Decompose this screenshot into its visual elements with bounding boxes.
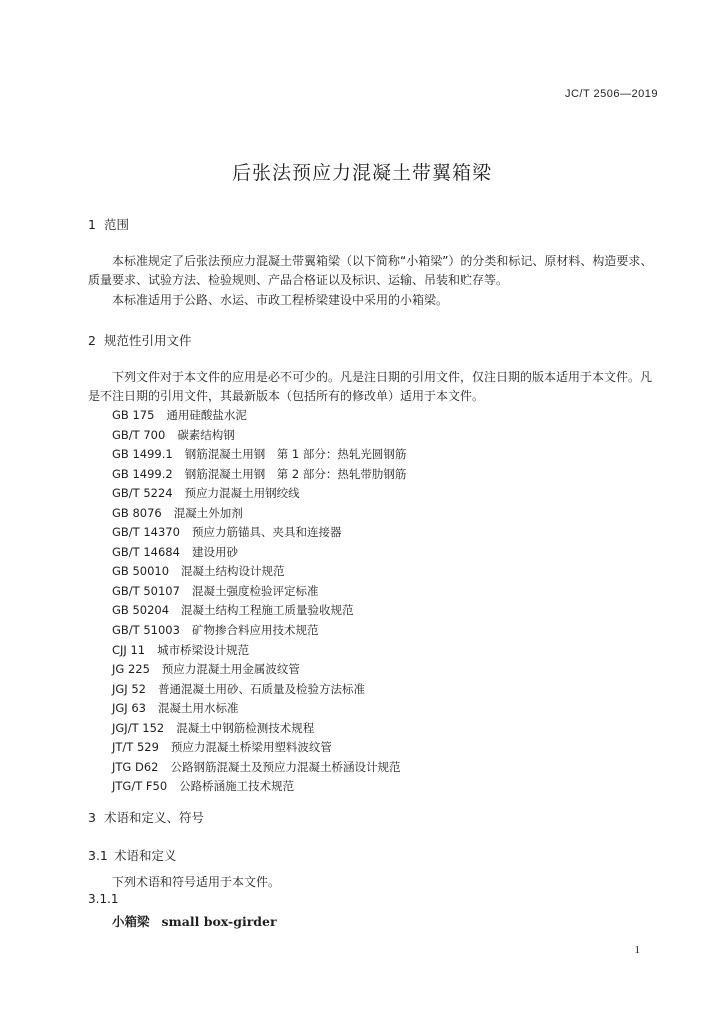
- reference-code: GB 1499.2: [112, 466, 173, 481]
- reference-name: 钢筋混凝土用钢 第 1 部分：热轧光圆钢筋: [184, 447, 407, 462]
- reference-code: GB 50010: [112, 564, 170, 579]
- reference-name: 混凝土用水标准: [157, 701, 239, 716]
- reference-code: GB 50204: [112, 603, 170, 618]
- reference-code: GB/T 5224: [112, 486, 173, 501]
- reference-name: 混凝土中钢筋检测技术规程: [176, 720, 315, 735]
- reference-name: 公路钢筋混凝土及预应力混凝土桥涵设计规范: [170, 759, 401, 774]
- reference-item: [112, 504, 406, 524]
- reference-item: [112, 777, 406, 797]
- section-1-title: 范围: [104, 217, 130, 232]
- reference-name: 预应力混凝土用钢绞线: [184, 486, 300, 501]
- reference-item: [112, 660, 406, 680]
- section-3-number: 3: [88, 810, 96, 825]
- reference-name: 预应力筋锚具、夹具和连接器: [191, 525, 342, 540]
- reference-code: JG 225: [112, 662, 150, 677]
- reference-name: 通用硅酸盐水泥: [166, 408, 247, 422]
- reference-item: [112, 680, 406, 700]
- standard-code: JC/T 2506—2019: [564, 88, 658, 100]
- reference-item: [112, 699, 406, 719]
- normative-references-list: [112, 406, 406, 797]
- section-3-1-number: 3.1: [88, 848, 108, 863]
- reference-code: JGJ 52: [112, 681, 146, 696]
- reference-name: 混凝土结构工程施工质量验收规范: [181, 603, 354, 618]
- section-1-paragraph-2: [88, 291, 660, 310]
- section-3-1-intro: [88, 873, 660, 892]
- reference-item: [112, 758, 406, 778]
- reference-code: GB 8076: [112, 505, 162, 520]
- reference-name: 矿物掺合料应用技术规范: [191, 623, 319, 638]
- term-number: 3.1.1: [88, 892, 119, 906]
- reference-item: [112, 641, 406, 661]
- reference-name: 建设用砂: [191, 544, 238, 559]
- document-title: 后张法预应力混凝土带翼箱梁: [231, 162, 492, 184]
- page-number: 1: [634, 944, 640, 956]
- reference-code: CJJ 11: [112, 642, 146, 657]
- reference-code: JTG D62: [112, 759, 159, 774]
- term-entry: [112, 912, 277, 930]
- reference-code: GB/T 14684: [112, 544, 180, 559]
- term-english: small box-girder: [161, 914, 277, 929]
- reference-item: [112, 406, 406, 426]
- reference-item: [112, 484, 406, 504]
- reference-name: 预应力混凝土桥梁用塑料波纹管: [170, 740, 332, 755]
- reference-name: 混凝土强度检验评定标准: [191, 583, 319, 598]
- reference-code: GB/T 50107: [112, 583, 180, 598]
- reference-name: 混凝土外加剂: [173, 505, 243, 520]
- reference-item: [112, 543, 406, 563]
- reference-name: 碳素结构钢: [177, 427, 235, 442]
- section-3-1-title: 术语和定义: [114, 848, 177, 863]
- section-2-heading: [88, 331, 192, 349]
- reference-item: [112, 426, 406, 446]
- reference-item: [112, 601, 406, 621]
- section-1-heading: [88, 215, 129, 233]
- section-2-intro: [88, 368, 660, 406]
- section-2-number: 2: [88, 333, 96, 348]
- reference-item: [112, 562, 406, 582]
- section-3-1-heading: [88, 846, 177, 864]
- section-2-intro-text: 下列文件对于本文件的应用是必不可少的。凡是注日期的引用文件，仅注日期的版本适用于本文件。凡是不注日期的引用文件，其最新版本（包括所有的修改单）适用于本文件。: [88, 370, 653, 403]
- reference-code: JT/T 529: [112, 740, 159, 755]
- reference-name: 混凝土结构设计规范: [181, 564, 285, 579]
- reference-item: [112, 465, 406, 485]
- reference-item: [112, 621, 406, 641]
- term-chinese: 小箱梁: [112, 914, 150, 929]
- reference-name: 钢筋混凝土用钢 第 2 部分：热轧带肋钢筋: [184, 466, 407, 481]
- section-1-text-1: 本标准规定了后张法预应力混凝土带翼箱梁（以下简称“小箱梁”）的分类和标记、原材料、构造要求、质量要求、试验方法、检验规则、产品合格证以及标识、运输、吊装和贮存等。: [88, 254, 653, 287]
- reference-code: GB/T 14370: [112, 525, 180, 540]
- reference-code: GB/T 51003: [112, 623, 180, 638]
- reference-name: 预应力混凝土用金属波纹管: [161, 662, 300, 677]
- reference-item: [112, 738, 406, 758]
- section-3-1-intro-text: 下列术语和符号适用于本文件。: [112, 875, 281, 889]
- reference-code: GB 175: [112, 408, 155, 422]
- reference-code: JGJ 63: [112, 701, 146, 716]
- section-3-title: 术语和定义、符号: [104, 810, 205, 825]
- reference-name: 城市桥梁设计规范: [157, 642, 250, 657]
- reference-code: GB 1499.1: [112, 447, 173, 462]
- reference-item: [112, 582, 406, 602]
- reference-item: [112, 445, 406, 465]
- reference-code: JGJ/T 152: [112, 720, 165, 735]
- reference-item: [112, 719, 406, 739]
- section-3-heading: [88, 808, 204, 826]
- reference-code: JTG/T F50: [112, 779, 168, 794]
- reference-item: [112, 523, 406, 543]
- reference-code: GB/T 700: [112, 427, 166, 442]
- section-1-paragraph-1: [88, 252, 660, 290]
- section-1-number: 1: [88, 217, 96, 232]
- section-1-text-2: 本标准适用于公路、水运、市政工程桥梁建设中采用的小箱梁。: [112, 293, 449, 307]
- section-2-title: 规范性引用文件: [104, 333, 192, 348]
- reference-name: 公路桥涵施工技术规范: [179, 779, 295, 794]
- reference-name: 普通混凝土用砂、石质量及检验方法标准: [157, 681, 365, 696]
